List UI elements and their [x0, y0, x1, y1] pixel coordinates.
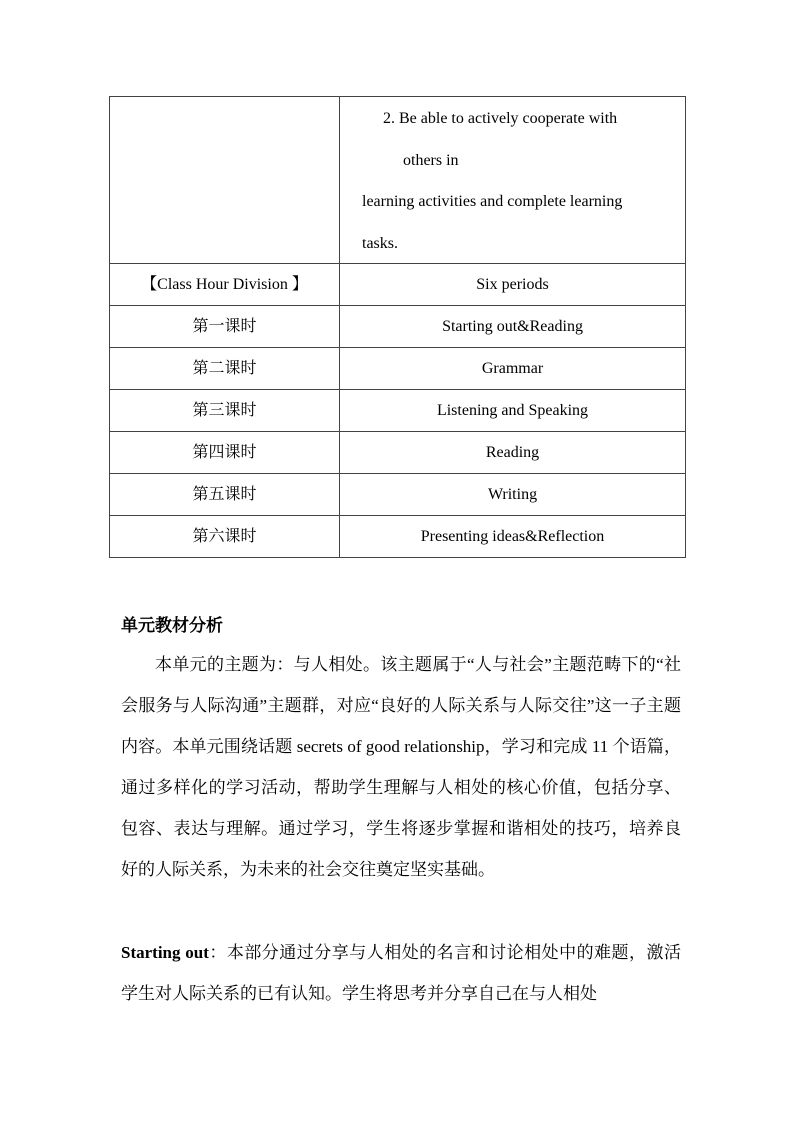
period-cell: 第五课时	[110, 474, 340, 516]
content-cell: Starting out&Reading	[340, 306, 686, 348]
content-cell: Presenting ideas&Reflection	[340, 516, 686, 558]
table-row	[110, 474, 686, 516]
goal-line-4: tasks.	[362, 235, 398, 252]
goal-empty-cell	[110, 97, 340, 264]
section-heading: 单元教材分析	[121, 616, 223, 635]
goal-line-2: others in	[403, 152, 459, 169]
table-row	[110, 432, 686, 474]
class-hour-header-row	[110, 264, 686, 306]
starting-out-lead: Starting out	[121, 943, 209, 962]
content-cell: Grammar	[340, 348, 686, 390]
period-cell: 第三课时	[110, 390, 340, 432]
goal-line-3: learning activities and complete learning	[362, 193, 623, 210]
class-hour-value: Six periods	[340, 264, 686, 306]
starting-out-paragraph	[121, 932, 681, 1014]
content-cell: Listening and Speaking	[340, 390, 686, 432]
period-cell: 第二课时	[110, 348, 340, 390]
analysis-paragraph: 本单元的主题为：与人相处。该主题属于“人与社会”主题范畴下的“社会服务与人际沟通”主题群，对应“良好的人际关系与人际交往”这一子主题内容。本单元围绕话题 secrets of good relationship，学习和完成 11 个语篇，通过多样化的学习活动，帮助学生理解与人相处的核心价值，包括分享、包容、表达与理解。通过学习，学生将逐步掌握和谐相处的技巧，培养良好的人际关系，为未来的社会交往奠定坚实基础。	[121, 655, 681, 879]
table-row	[110, 306, 686, 348]
class-hour-label: 【Class Hour Division 】	[110, 264, 340, 306]
goal-line-1: 2. Be able to actively cooperate with	[383, 110, 618, 127]
table-row	[110, 516, 686, 558]
goal-cell	[340, 97, 686, 264]
period-cell: 第四课时	[110, 432, 340, 474]
period-cell: 第六课时	[110, 516, 340, 558]
starting-out-text: ：本部分通过分享与人相处的名言和讨论相处中的难题，激活学生对人际关系的已有认知。学生将思考并分享自己在与人相处	[121, 943, 681, 1003]
content-cell: Writing	[340, 474, 686, 516]
table-row	[110, 390, 686, 432]
lesson-plan-table	[109, 96, 686, 558]
content-cell: Reading	[340, 432, 686, 474]
goal-row	[110, 97, 686, 264]
period-cell: 第一课时	[110, 306, 340, 348]
table-row	[110, 348, 686, 390]
